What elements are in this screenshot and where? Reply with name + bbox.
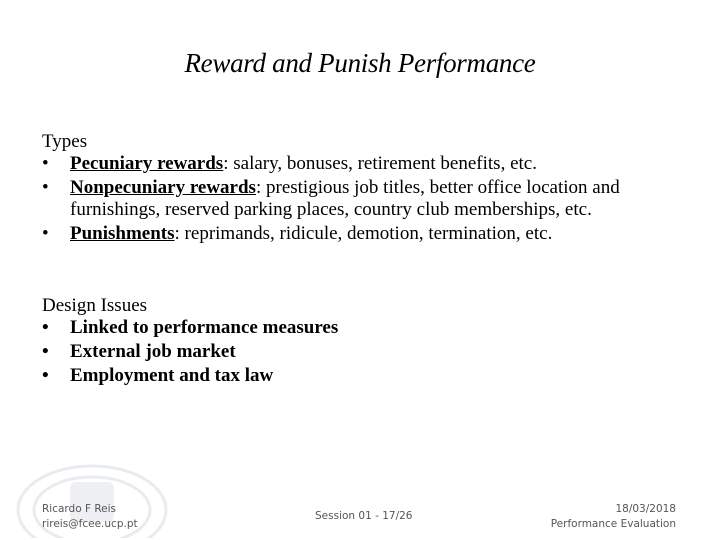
types-section	[42, 130, 702, 247]
footer-date	[551, 502, 676, 532]
bullet: •	[42, 153, 49, 174]
slide-title: Reward and Punish Performance	[184, 48, 536, 78]
item-text: : reprimands, ridicule, demotion, termination, etc.	[174, 223, 553, 244]
list-item	[42, 223, 702, 245]
item-text: Linked to performance measures	[70, 317, 339, 338]
item-term: Nonpecuniary rewards	[70, 177, 256, 198]
bullet: •	[42, 223, 49, 244]
footer-session: Session 01 - 17/26	[315, 510, 413, 522]
bullet: •	[42, 365, 49, 386]
item-text: : prestigious job titles, better office location and furnishings, reserved parking places, country club memberships, etc.	[70, 177, 620, 220]
item-text: Employment and tax law	[70, 365, 274, 386]
bullet: •	[42, 341, 49, 362]
date: 18/03/2018	[615, 503, 676, 515]
list-item	[42, 177, 702, 221]
item-term: Punishments	[70, 223, 175, 244]
author-email: rireis@fcee.ucp.pt	[42, 518, 138, 530]
design-section	[42, 294, 702, 389]
author-name: Ricardo F Reis	[42, 503, 117, 515]
list-item	[42, 341, 702, 363]
item-text: External job market	[70, 341, 236, 362]
types-heading: Types	[42, 131, 88, 152]
list-item	[42, 153, 702, 175]
item-term: Pecuniary rewards	[70, 153, 224, 174]
footer-author	[42, 502, 138, 532]
list-item	[42, 365, 702, 387]
item-text: : salary, bonuses, retirement benefits, etc.	[223, 153, 537, 174]
bullet: •	[42, 177, 49, 198]
design-heading: Design Issues	[42, 295, 148, 316]
bullet: •	[42, 317, 49, 338]
list-item	[42, 317, 702, 339]
subject: Performance Evaluation	[550, 518, 676, 530]
design-list	[42, 317, 702, 387]
types-list	[42, 153, 702, 245]
